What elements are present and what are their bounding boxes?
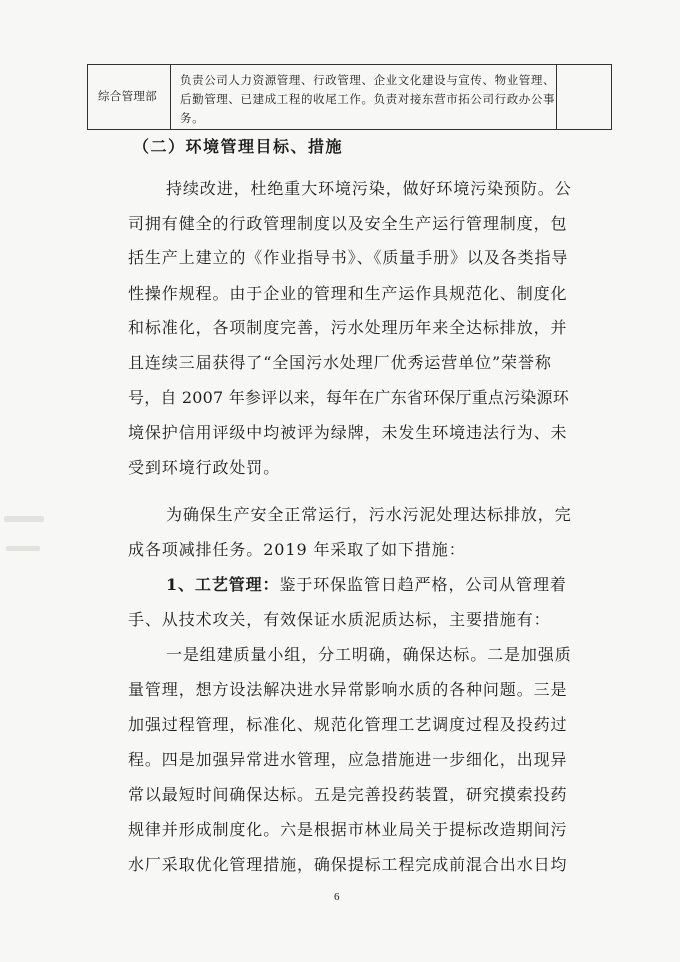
- page-number: 6: [334, 891, 340, 903]
- paragraph-line: 持续改进，杜绝重大环境污染，做好环境污染预防。公: [166, 179, 572, 198]
- paragraph-line: 和标准化，各项制度完善，污水处理历年来全达标排放，并: [128, 318, 568, 337]
- paragraph-line: 规律并形成制度化。六是根据市林业局关于提标改造期间污: [128, 820, 568, 839]
- department-cell: [88, 65, 171, 129]
- scan-smudge: [4, 516, 44, 522]
- paragraph-line: 手、从技术攻关，有效保证水质泥质达标，主要措施有：: [128, 610, 551, 629]
- duty-line: 负责公司人力资源管理、行政管理、企业文化建设与宣传、物业管理、: [180, 73, 556, 87]
- scan-smudge: [6, 546, 40, 551]
- paragraph-line: 加强过程管理，标准化、规范化管理工艺调度过程及投药过: [128, 715, 568, 734]
- measure-item: [166, 575, 567, 595]
- department-name: 综合管理部: [98, 89, 157, 103]
- paragraph-line: 为确保生产安全正常运行，污水污泥处理达标排放，完: [166, 505, 572, 524]
- section-heading: （二）环境管理目标、措施: [133, 137, 344, 156]
- paragraph-line: 常以最短时间确保达标。五是完善投药装置，研究摸索投药: [128, 785, 568, 804]
- paragraph-line: 性操作规程。由于企业的管理和生产运作具规范化、制度化: [128, 284, 568, 303]
- department-table: [87, 64, 612, 130]
- blank-cell: [556, 65, 611, 129]
- paragraph-line: 水厂采取优化管理措施，确保提标工程完成前混合出水日均: [128, 855, 568, 874]
- paragraph-line: 括生产上建立的《作业指导书》、《质量手册》以及各类指导: [128, 248, 569, 267]
- duty-line: 务。: [180, 111, 205, 125]
- paragraph-line: 司拥有健全的行政管理制度以及安全生产运行管理制度，包: [128, 214, 568, 233]
- duties-cell: [180, 71, 565, 128]
- paragraph-line: 一是组建质量小组，分工明确，确保达标。二是加强质: [166, 645, 572, 664]
- paragraph-line: 受到环境行政处罚。: [128, 458, 281, 477]
- paragraph-line: 程。四是加强异常进水管理，应急措施进一步细化，出现异: [128, 750, 568, 769]
- paragraph-line: 号，自 2007 年参评以来，每年在广东省环保厅重点污染源环: [128, 388, 569, 407]
- measure-title: 1、工艺管理：: [166, 575, 280, 594]
- paragraph-line: 且连续三届获得了“全国污水处理厂优秀运营单位”荣誉称: [128, 353, 552, 372]
- paragraph-line: 成各项减排任务。2019 年采取了如下措施：: [128, 540, 466, 559]
- measure-text: 鉴于环保监管日趋严格，公司从管理着: [279, 575, 567, 594]
- duty-line: 后勤管理、已建成工程的收尾工作。负责对接东营市拓公司行政办公事: [180, 92, 556, 106]
- paragraph-line: 境保护信用评级中均被评为绿牌，未发生环境违法行为、未: [128, 423, 568, 442]
- paragraph-line: 量管理，想方设法解决进水异常影响水质的各种问题。三是: [128, 680, 568, 699]
